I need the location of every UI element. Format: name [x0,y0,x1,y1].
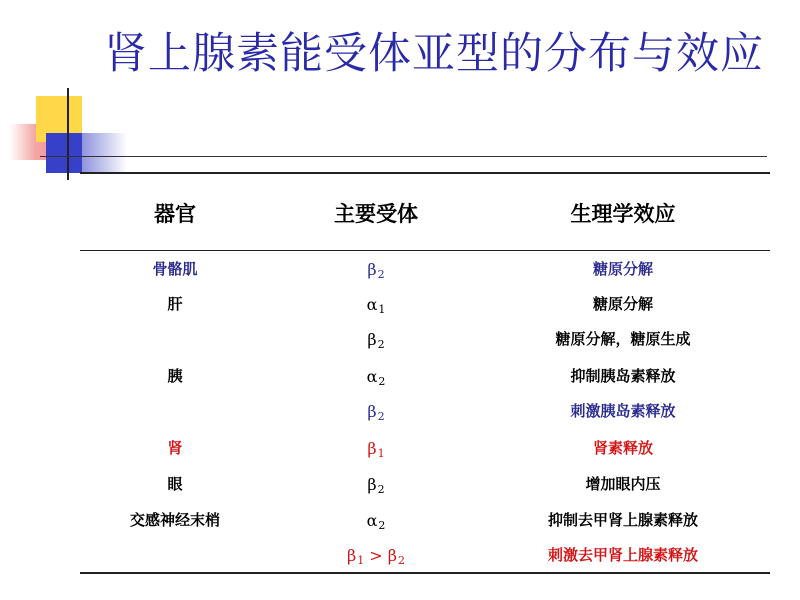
receptor-subtype: 2 [377,483,385,496]
decorative-blue-square [46,133,82,173]
organ-cell: 交感神经末梢 [129,511,221,529]
receptor-symbol: α [366,367,378,386]
receptor-subtype: 2 [377,338,385,351]
receptor-subtype: 1 [357,554,365,567]
receptor-symbol: β [367,260,377,279]
receptor-subtype-secondary: 2 [398,554,406,567]
receptor-subtype: 1 [378,303,386,316]
effect-cell: 肾素释放 [592,439,654,457]
decorative-vertical-line [67,88,69,180]
table-header-rule [80,250,770,251]
receptor-symbol: β [367,330,377,349]
effect-cell: 糖原分解 [592,295,654,313]
receptor-symbol: β [346,546,357,565]
effect-cell: 抑制胰岛素释放 [570,367,676,385]
header-receptor: 主要受体 [334,202,418,226]
receptor-subtype: 2 [378,519,386,532]
receptor-cell [367,260,384,281]
receptor-cell [367,402,384,423]
decorative-blue-gradient [82,133,127,173]
receptor-symbol: β [367,402,377,421]
receptor-subtype: 2 [377,410,385,423]
receptor-cell [367,367,386,388]
organ-cell: 骨骼肌 [152,260,198,278]
organ-cell: 眼 [167,475,183,493]
receptor-symbol: β [367,475,377,494]
organ-cell: 肾 [167,439,183,457]
receptor-symbol: α [366,511,378,530]
receptor-subtype: 2 [377,268,385,281]
receptor-subtype: 2 [378,375,386,388]
receptor-cell [367,295,386,316]
receptor-cell [347,546,405,567]
receptor-cell [367,475,384,496]
receptor-cell [367,439,384,460]
header-organ: 器官 [154,202,196,226]
effect-cell: 抑制去甲肾上腺素释放 [547,511,699,529]
decorative-horizontal-line [40,156,767,157]
slide-title: 肾上腺素能受体亚型的分布与效应 [104,29,764,79]
header-effect: 生理学效应 [570,202,676,226]
table-top-rule [80,172,770,174]
receptor-symbol-secondary: > β [364,546,398,565]
table-bottom-rule [80,572,770,574]
receptor-cell [367,511,386,532]
receptor-subtype: 1 [377,447,385,460]
organ-cell: 肝 [167,295,183,313]
receptor-cell [367,330,384,351]
organ-cell: 胰 [167,367,183,385]
effect-cell: 糖原分解，糖原生成 [555,330,691,348]
effect-cell: 刺激胰岛素释放 [570,402,676,420]
effect-cell: 增加眼内压 [585,475,661,493]
receptor-symbol: β [367,439,377,458]
effect-cell: 刺激去甲肾上腺素释放 [547,546,699,564]
receptor-symbol: α [366,295,378,314]
effect-cell: 糖原分解 [592,260,654,278]
